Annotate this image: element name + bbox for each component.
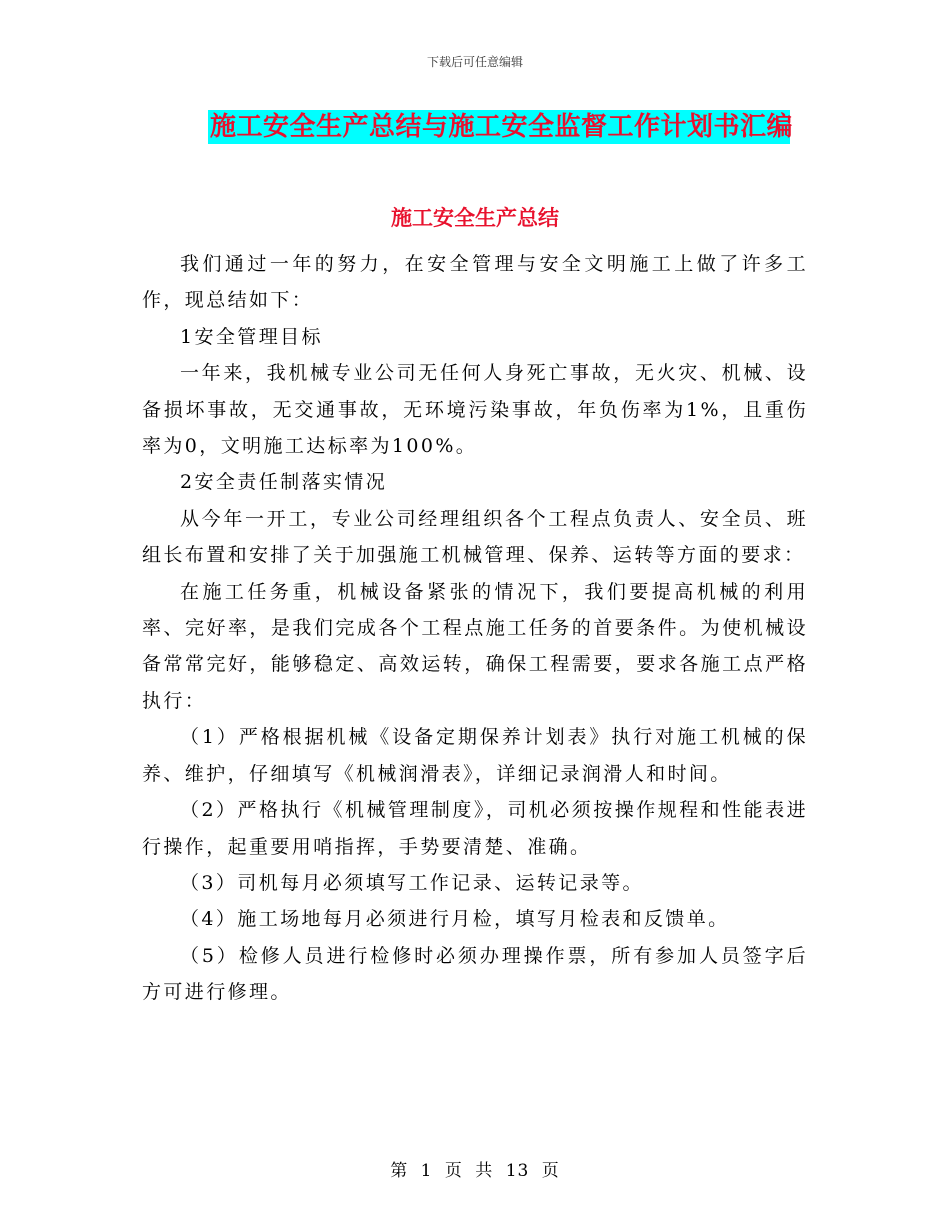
document-body (142, 246, 808, 1011)
paragraph: 我们通过一年的努力，在安全管理与安全文明施工上做了许多工作，现总结如下： (142, 253, 808, 312)
list-item: （4）施工场地每月必须进行月检，填写月检表和反馈单。 (180, 908, 730, 931)
section-title: 施工安全生产总结 (391, 206, 559, 230)
list-item: （5）检修人员进行检修时必须办理操作票，所有参加人员签字后方可进行修理。 (142, 944, 808, 1004)
list-item: （3）司机每月必须填写工作记录、运转记录等。 (180, 871, 644, 894)
page-footer: 第 1 页 共 13 页 (390, 1161, 560, 1181)
header-note: 下载后可任意编辑 (426, 55, 523, 69)
paragraph-heading: 1安全管理目标 (180, 325, 323, 348)
document-title: 施工安全生产总结与施工安全监督工作计划书汇编 (210, 112, 794, 142)
paragraph: 从今年一开工，专业公司经理组织各个工程点负责人、安全员、班组长布置和安排了关于加强施工机械管理、保养、运转等方面的要求： (142, 507, 808, 567)
document-title-block (208, 110, 794, 144)
list-item: （1）严格根据机械《设备定期保养计划表》执行对施工机械的保养、维护，仔细填写《机械润滑表》，详细记录润滑人和时间。 (142, 726, 808, 785)
paragraph: 一年来，我机械专业公司无任何人身死亡事故，无火灾、机械、设备损坏事故，无交通事故，无环境污染事故，年负伤率为1%，且重伤率为0，文明施工达标率为100%。 (142, 362, 808, 458)
list-item: （2）严格执行《机械管理制度》，司机必须按操作规程和性能表进行操作，起重要用哨指挥，手势要清楚、准确。 (142, 799, 808, 858)
paragraph: 在施工任务重，机械设备紧张的情况下，我们要提高机械的利用率、完好率，是我们完成各个工程点施工任务的首要条件。为使机械设备常常完好，能够稳定、高效运转，确保工程需要，要求各施工点严格执行： (142, 580, 808, 712)
paragraph-heading: 2安全责任制落实情况 (180, 471, 388, 494)
